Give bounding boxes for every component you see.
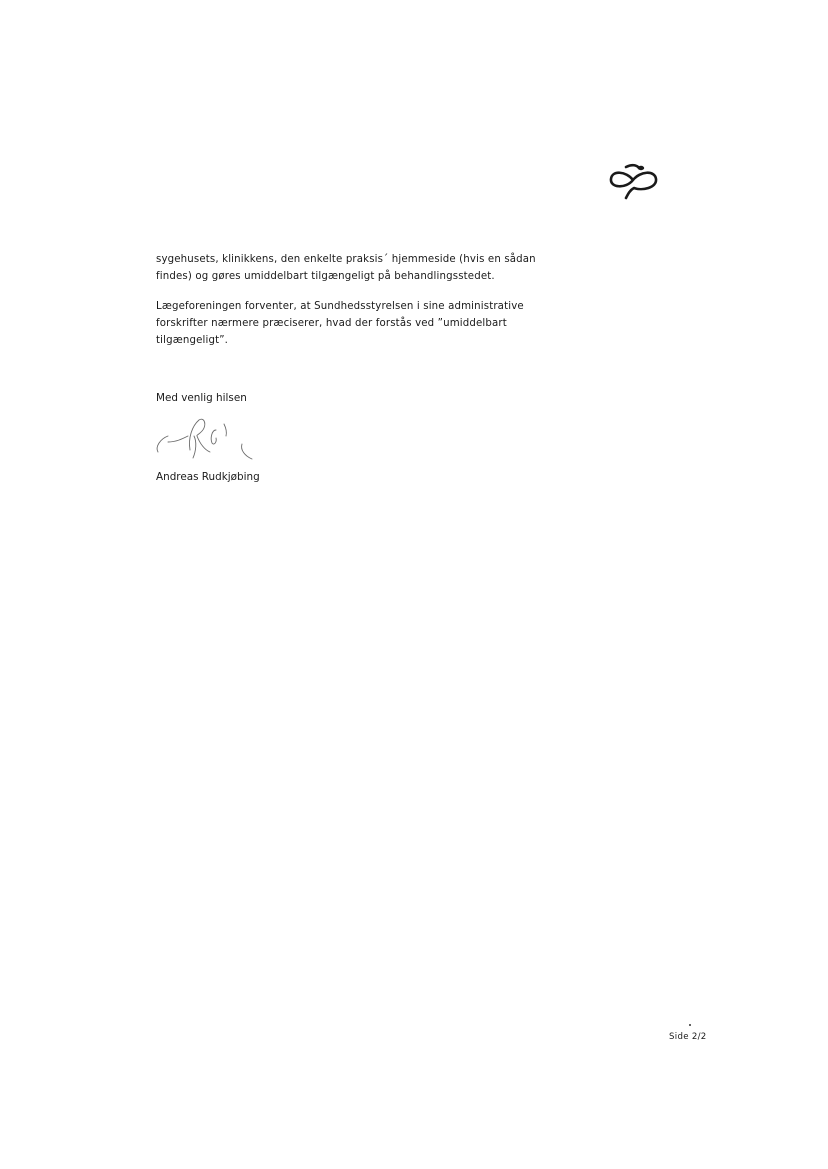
closing-salutation: Med venlig hilsen (156, 392, 247, 404)
body-paragraph-1: sygehusets, klinikkens, den enkelte praksis´ hjemmeside (hvis en sådan findes) og gøres umiddelbart tilgængeligt på behandlingsstedet. (156, 254, 536, 282)
body-paragraph-2: Lægeforeningen forventer, at Sundhedsstyrelsen i sine administrative forskrifter nærmere præciserer, hvad der forstås ved ”umiddelbart tilgængeligt”. (156, 301, 524, 346)
page-number: Side 2/2 (669, 1032, 707, 1042)
speck-mark (689, 1024, 691, 1026)
signature-image (150, 414, 260, 464)
signer-name: Andreas Rudkjøbing (156, 471, 260, 483)
serpent-logo-icon (606, 158, 660, 200)
